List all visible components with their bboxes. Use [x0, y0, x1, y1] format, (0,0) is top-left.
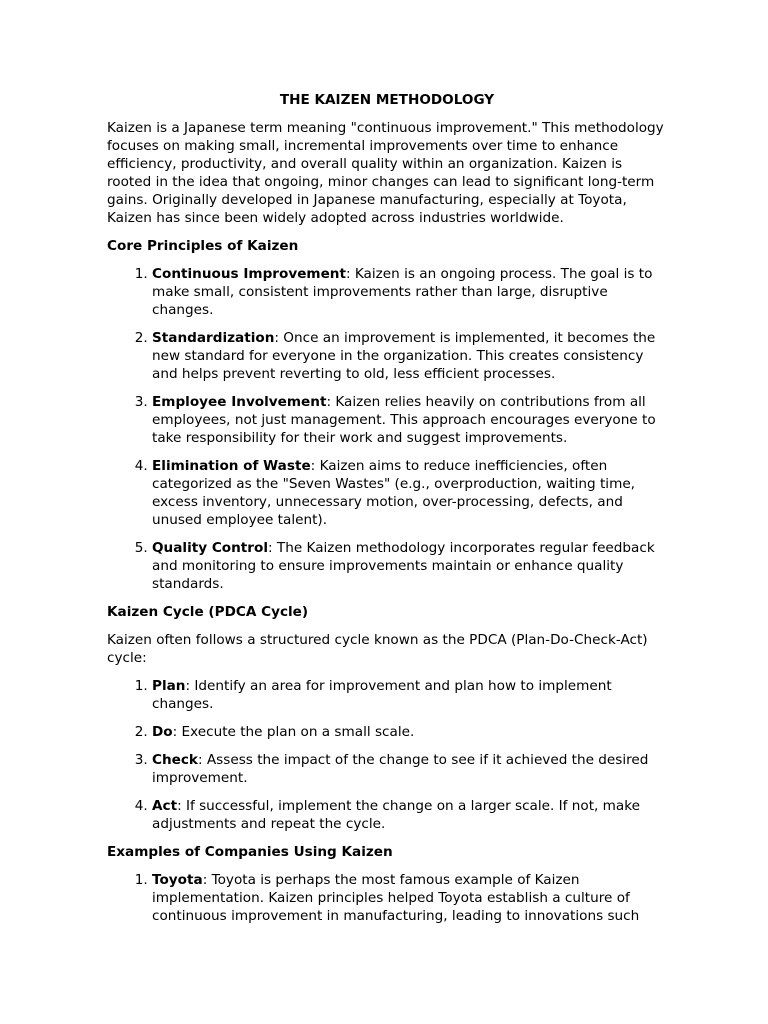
- list-item-term: Quality Control: [152, 540, 269, 556]
- list-item-term: Check: [152, 752, 198, 768]
- list-item: [152, 539, 667, 593]
- list-item: [152, 723, 667, 741]
- examples-heading: Examples of Companies Using Kaizen: [107, 844, 393, 860]
- document-body: [107, 91, 667, 935]
- list-item: [152, 329, 667, 383]
- list-item: [152, 751, 667, 787]
- list-item: [152, 677, 667, 713]
- list-item-text: : The Kaizen methodology incorporates regular feedback and monitoring to ensure improvements maintain or enhance quality standards.: [152, 540, 655, 592]
- list-item: [152, 797, 667, 833]
- list-item: [152, 457, 667, 529]
- cycle-heading: Kaizen Cycle (PDCA Cycle): [107, 604, 309, 620]
- list-item-text: : If successful, implement the change on a larger scale. If not, make adjustments and repeat the cycle.: [152, 798, 641, 832]
- document-title: THE KAIZEN METHODOLOGY: [279, 92, 495, 108]
- list-item-term: Plan: [152, 678, 186, 694]
- list-item-term: Continuous Improvement: [152, 266, 346, 282]
- examples-list: [107, 871, 667, 925]
- list-item-text: : Assess the impact of the change to see if it achieved the desired improvement.: [152, 752, 649, 786]
- list-item-term: Act: [152, 798, 178, 814]
- list-item-term: Standardization: [152, 330, 275, 346]
- list-item-text: : Kaizen is an ongoing process. The goal is to make small, consistent improvements rather than large, disruptive changes.: [152, 266, 653, 318]
- list-item: [152, 393, 667, 447]
- list-item-term: Do: [152, 724, 173, 740]
- principles-heading: Core Principles of Kaizen: [107, 238, 299, 254]
- list-item: [152, 871, 667, 925]
- list-item-term: Elimination of Waste: [152, 458, 311, 474]
- list-item-text: : Kaizen aims to reduce inefficiencies, often categorized as the "Seven Wastes" (e.g., overproduction, waiting time, excess inventory, unnecessary motion, over-processing, defects, and unused employee talent).: [152, 458, 636, 528]
- list-item: [152, 265, 667, 319]
- list-item-term: Employee Involvement: [152, 394, 327, 410]
- list-item-term: Toyota: [152, 872, 203, 888]
- cycle-intro-paragraph: Kaizen often follows a structured cycle known as the PDCA (Plan-Do-Check-Act) cycle:: [107, 632, 648, 666]
- intro-paragraph: Kaizen is a Japanese term meaning "continuous improvement." This methodology focuses on making small, incremental improvements over time to enhance efficiency, productivity, and overall quality within an organization. Kaizen is rooted in the idea that ongoing, minor changes can lead to significant long-term gains. Originally developed in Japanese manufacturing, especially at Toyota, Kaizen has since been widely adopted across industries worldwide.: [107, 120, 664, 226]
- list-item-text: : Toyota is perhaps the most famous example of Kaizen implementation. Kaizen principles helped Toyota establish a culture of continuous improvement in manufacturing, leading to innovations such: [152, 872, 640, 924]
- list-item-text: : Execute the plan on a small scale.: [172, 724, 415, 740]
- principles-list: [107, 265, 667, 593]
- list-item-text: : Once an improvement is implemented, it becomes the new standard for everyone in the organization. This creates consistency and helps prevent reverting to old, less efficient processes.: [152, 330, 656, 382]
- list-item-text: : Identify an area for improvement and plan how to implement changes.: [152, 678, 612, 712]
- list-item-text: : Kaizen relies heavily on contributions from all employees, not just management. This approach encourages everyone to take responsibility for their work and suggest improvements.: [152, 394, 656, 446]
- cycle-list: [107, 677, 667, 833]
